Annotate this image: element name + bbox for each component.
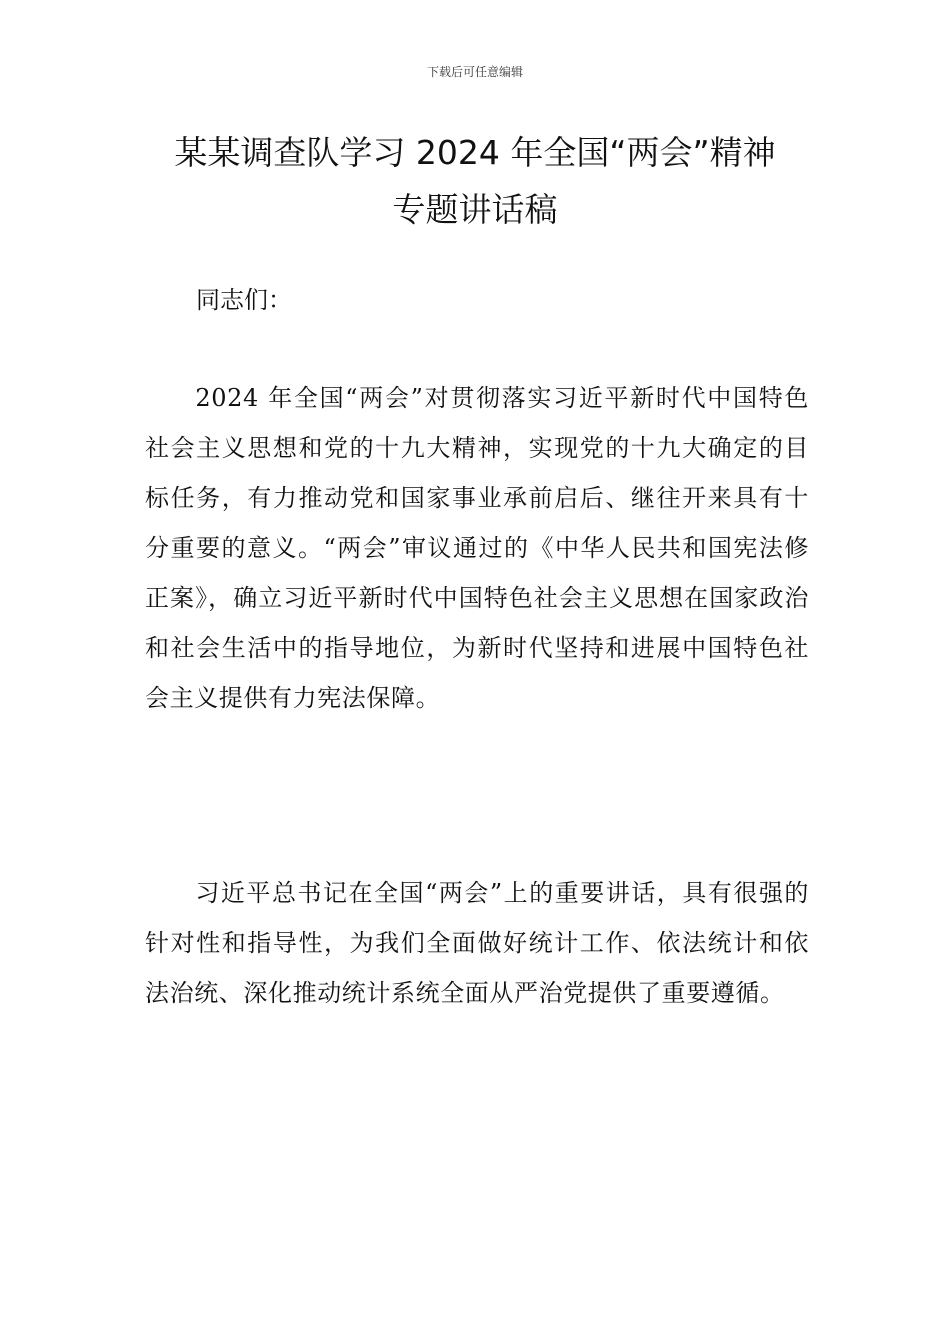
header-note: 下载后可任意编辑 <box>426 65 523 79</box>
body-paragraph-2: 习近平总书记在全国“两会”上的重要讲话，具有很强的针对性和指导性，为我们全面做好统计工作、依法统计和依法治统、深化推动统计系统全面从严治党提供了重要遵循。 <box>145 879 809 1007</box>
salutation: 同志们： <box>196 286 292 314</box>
title-line-1: 某某调查队学习 2024 年全国“两会”精神 <box>174 133 776 172</box>
document-title <box>120 124 830 238</box>
title-line-2: 专题讲话稿 <box>392 190 558 229</box>
body-paragraph-1: 2024 年全国“两会”对贯彻落实习近平新时代中国特色社会主义思想和党的十九大精神，实现党的十九大确定的目标任务，有力推动党和国家事业承前启后、继往开来具有十分重要的意义。“两会”审议通过的《中华人民共和国宪法修正案》，确立习近平新时代中国特色社会主义思想在国家政治和社会生活中的指导地位，为新时代坚持和进展中国特色社会主义提供有力宪法保障。 <box>145 384 809 712</box>
